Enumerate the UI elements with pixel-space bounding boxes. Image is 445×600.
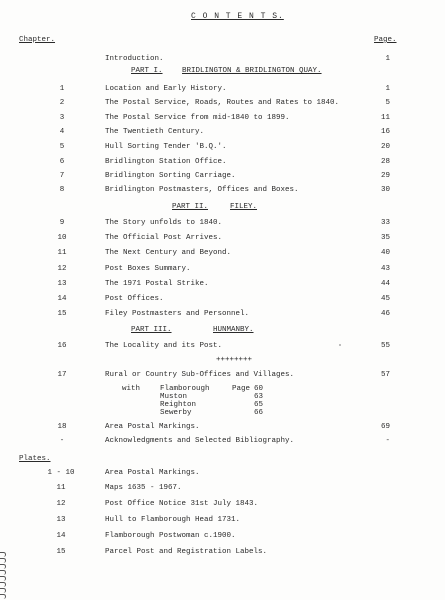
village-name: Muston — [160, 393, 188, 401]
toc-page: 69 — [380, 423, 390, 431]
with-label: with — [122, 385, 141, 393]
spiral-binding — [0, 0, 6, 600]
toc-title: The Story unfolds to 1840. — [105, 219, 223, 227]
toc-page: 29 — [380, 172, 390, 180]
plate-title: Flamborough Postwoman c.1900. — [105, 532, 236, 540]
toc-page: 30 — [380, 186, 390, 194]
toc-chapter: 11 — [57, 249, 67, 257]
toc-title: Rural or Country Sub-Offices and Villages. — [105, 371, 295, 379]
toc-chapter: 7 — [59, 172, 65, 180]
toc-page: 57 — [380, 371, 390, 379]
plate-number: 13 — [56, 516, 66, 524]
toc-title: Hull Sorting Tender 'B.Q.'. — [105, 143, 227, 151]
toc-page: 45 — [380, 295, 390, 303]
toc-title: The Postal Service, Roads, Routes and Rates to 1840. — [105, 99, 340, 107]
toc-chapter: 13 — [57, 280, 67, 288]
toc-title: Location and Early History. — [105, 85, 227, 93]
toc-title: Bridlington Sorting Carriage. — [105, 172, 236, 180]
toc-title: The Official Post Arrives. — [105, 234, 223, 242]
toc-chapter: 14 — [57, 295, 67, 303]
toc-page: 5 — [385, 99, 390, 107]
plate-title: Hull to Flamborough Head 1731. — [105, 516, 241, 524]
village-page: 66 — [254, 409, 264, 417]
toc-title: The Next Century and Beyond. — [105, 249, 232, 257]
toc-page: 55 — [380, 342, 390, 350]
intro-title: Introduction. — [105, 55, 164, 63]
toc-chapter: 8 — [59, 186, 65, 194]
toc-page: 11 — [380, 114, 390, 122]
page-column-header: Page. — [374, 36, 397, 44]
toc-chapter: 15 — [57, 310, 67, 318]
toc-page: 1 — [385, 85, 390, 93]
part2-name: FILEY. — [230, 203, 258, 211]
toc-chapter: 2 — [59, 99, 65, 107]
toc-chapter: 9 — [59, 219, 65, 227]
intro-page: 1 — [385, 55, 390, 63]
toc-page: 46 — [380, 310, 390, 318]
toc-title: The 1971 Postal Strike. — [105, 280, 209, 288]
village-page: 63 — [254, 393, 264, 401]
village-name: Flamborough — [160, 385, 210, 393]
plate-title: Parcel Post and Registration Labels. — [105, 548, 268, 556]
toc-title: Bridlington Station Office. — [105, 158, 227, 166]
toc-title: Post Offices. — [105, 295, 164, 303]
part3-label: PART III. — [131, 326, 172, 334]
toc-page: 44 — [380, 280, 390, 288]
plates-heading: Plates. — [19, 455, 51, 463]
village-page-label: Page — [232, 385, 251, 393]
toc-chapter: 10 — [57, 234, 67, 242]
toc-chapter: - — [59, 437, 65, 445]
toc-title: The Locality and its Post. — [105, 342, 223, 350]
part1-name: BRIDLINGTON & BRIDLINGTON QUAY. — [182, 67, 322, 75]
stray-mark — [339, 344, 341, 346]
toc-page: 43 — [380, 265, 390, 273]
toc-page: 35 — [380, 234, 390, 242]
section-separator: ++++++++ — [216, 356, 253, 364]
toc-chapter: 16 — [57, 342, 67, 350]
village-name: Sewerby — [160, 409, 192, 417]
part3-name: HUNMANBY. — [213, 326, 254, 334]
toc-title: Area Postal Markings. — [105, 423, 200, 431]
village-page: 65 — [254, 401, 264, 409]
plate-number: 14 — [56, 532, 66, 540]
part2-label: PART II. — [172, 203, 209, 211]
village-page: 60 — [254, 385, 264, 393]
toc-title: Post Boxes Summary. — [105, 265, 191, 273]
toc-chapter: 12 — [57, 265, 67, 273]
page-title: C O N T E N T S. — [191, 12, 284, 21]
toc-page: 33 — [380, 219, 390, 227]
plate-number: 15 — [56, 548, 66, 556]
village-name: Reighton — [160, 401, 197, 409]
chapter-column-header: Chapter. — [19, 36, 56, 44]
toc-title: The Postal Service from mid-1840 to 1899. — [105, 114, 290, 122]
plate-number: 12 — [56, 500, 66, 508]
toc-title: Acknowledgments and Selected Bibliography. — [105, 437, 295, 445]
part1-label: PART I. — [131, 67, 163, 75]
toc-chapter: 6 — [59, 158, 65, 166]
toc-title: Filey Postmasters and Personnel. — [105, 310, 250, 318]
toc-chapter: 17 — [57, 371, 67, 379]
toc-chapter: 5 — [59, 143, 65, 151]
plate-title: Area Postal Markings. — [105, 469, 200, 477]
toc-page: - — [385, 437, 390, 445]
toc-chapter: 3 — [59, 114, 65, 122]
plate-title: Post Office Notice 31st July 1843. — [105, 500, 259, 508]
toc-chapter: 1 — [59, 85, 65, 93]
toc-page: 28 — [380, 158, 390, 166]
toc-title: Bridlington Postmasters, Offices and Boxes. — [105, 186, 299, 194]
toc-page: 20 — [380, 143, 390, 151]
toc-title: The Twentieth Century. — [105, 128, 205, 136]
toc-chapter: 18 — [57, 423, 67, 431]
toc-chapter: 4 — [59, 128, 65, 136]
toc-page: 16 — [380, 128, 390, 136]
plate-number: 1 - 10 — [47, 469, 75, 477]
plate-title: Maps 1635 - 1967. — [105, 484, 182, 492]
plate-number: 11 — [56, 484, 66, 492]
toc-page: 40 — [380, 249, 390, 257]
